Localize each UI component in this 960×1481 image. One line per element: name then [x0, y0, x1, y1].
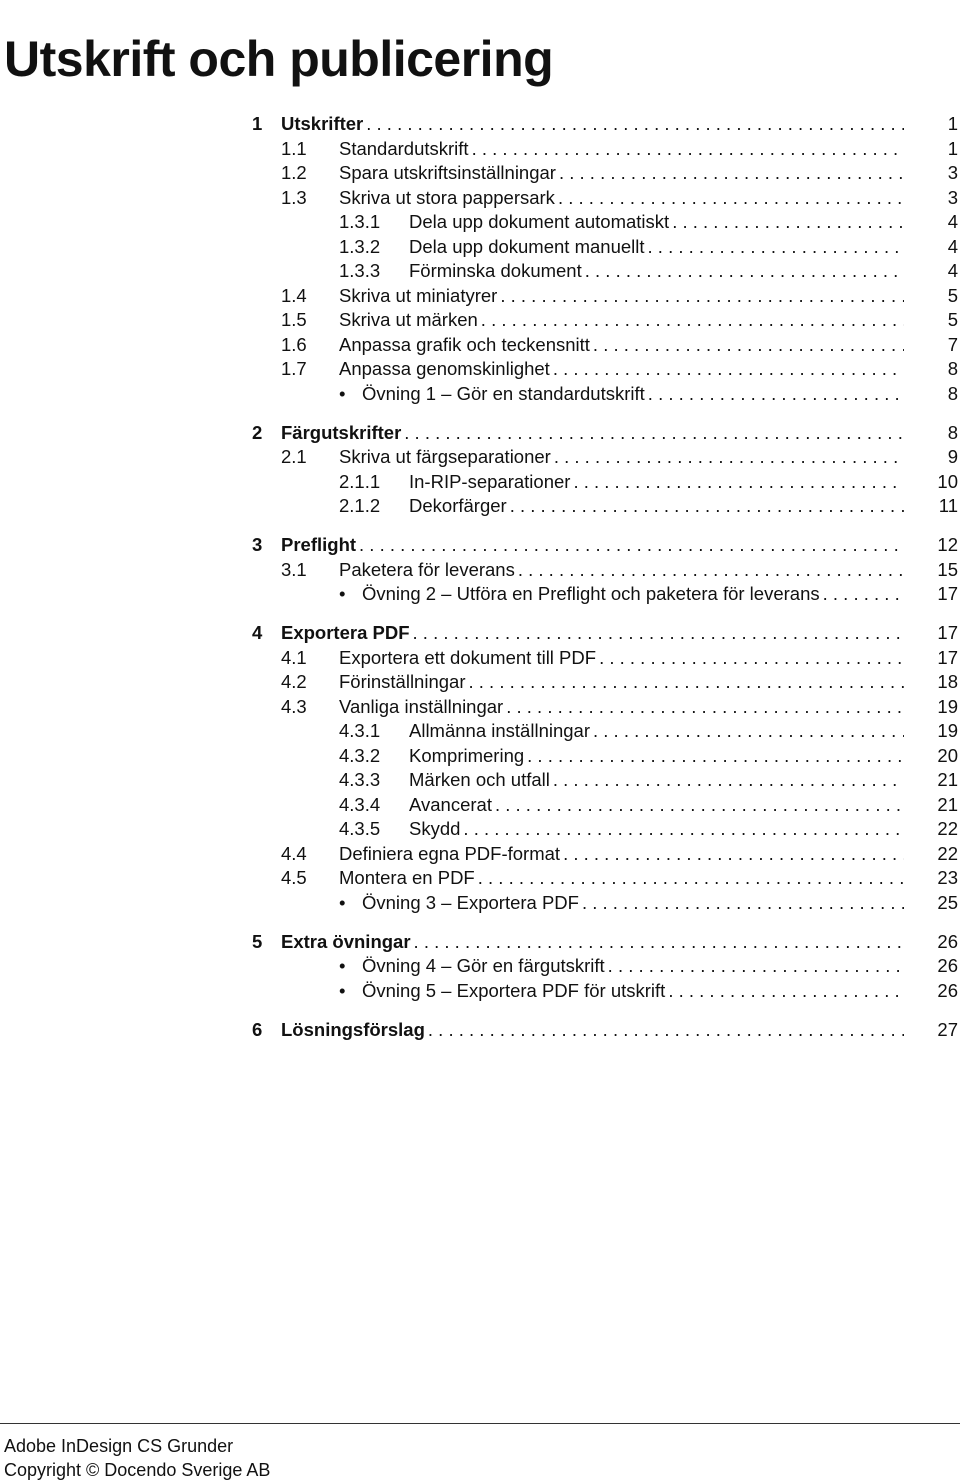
toc-entry-title: Färgutskrifter: [281, 421, 402, 443]
dot-leader: [582, 259, 904, 284]
dot-leader: [515, 558, 904, 583]
table-of-contents: [252, 112, 960, 1042]
toc-page-number: 22: [937, 842, 958, 864]
toc-entry-title: Spara utskriftsinställningar: [339, 162, 556, 183]
dot-leader: [556, 161, 904, 186]
toc-page-number: 5: [947, 284, 958, 306]
toc-page-number: 17: [937, 583, 958, 604]
page-title: Utskrift och publicering: [4, 30, 554, 87]
toc-entry-leader: [409, 768, 904, 793]
dot-leader: [460, 817, 904, 842]
bullet-icon: •: [339, 955, 346, 976]
dot-leader: [669, 210, 904, 235]
dot-leader: [605, 954, 904, 979]
toc-entry[interactable]: [252, 308, 960, 333]
toc-entry-title: Extra övningar: [281, 930, 411, 952]
toc-chapter-entry[interactable]: [252, 112, 960, 137]
toc-entry-leader: [409, 793, 904, 818]
toc-entry-title: Övning 5 – Exportera PDF för utskrift: [362, 979, 666, 1001]
toc-entry-number: 1.2: [281, 162, 307, 183]
toc-entry-leader: [409, 744, 904, 769]
toc-page-number: 4: [947, 211, 958, 232]
toc-entry-title: Skriva ut färgseparationer: [339, 446, 551, 467]
toc-entry[interactable]: [252, 670, 960, 695]
dot-leader: [401, 421, 904, 446]
toc-entry-number: 2: [252, 421, 263, 443]
toc-entry-leader: [339, 558, 904, 583]
toc-page-number: 12: [937, 534, 958, 555]
toc-exercise-entry[interactable]: [252, 582, 960, 607]
toc-entry-leader: [281, 1018, 904, 1043]
toc-entry-title: Anpassa grafik och teckensnitt: [339, 333, 590, 355]
toc-page-number: 7: [947, 333, 958, 355]
toc-exercise-entry[interactable]: [252, 954, 960, 979]
toc-entry[interactable]: [252, 646, 960, 671]
bullet-icon: •: [339, 583, 346, 604]
toc-page-number: 3: [947, 162, 958, 183]
dot-leader: [475, 866, 904, 891]
toc-chapter-entry[interactable]: [252, 621, 960, 646]
toc-entry[interactable]: [252, 866, 960, 891]
toc-exercise-entry[interactable]: [252, 382, 960, 407]
bullet-icon: •: [339, 979, 346, 1001]
toc-entry-title: Definiera egna PDF-format: [339, 842, 561, 864]
toc-entry[interactable]: [252, 494, 960, 519]
toc-entry-title: Förinställningar: [339, 671, 466, 692]
toc-entry-leader: [339, 695, 904, 720]
toc-entry-leader: [339, 646, 904, 671]
toc-entry-leader: [281, 930, 904, 955]
toc-page-number: 21: [937, 793, 958, 815]
dot-leader: [550, 768, 904, 793]
toc-entry-number: 6: [252, 1018, 263, 1040]
toc-entry-title: Utskrifter: [281, 113, 364, 134]
dot-leader: [524, 744, 904, 769]
toc-entry[interactable]: [252, 768, 960, 793]
toc-page-number: 17: [937, 646, 958, 668]
toc-entry-title: Lösningsförslag: [281, 1018, 425, 1040]
toc-entry-title: Övning 1 – Gör en standardutskrift: [362, 382, 645, 404]
dot-leader: [356, 533, 904, 558]
toc-page-number: 18: [937, 671, 958, 692]
toc-entry-title: Förminska dokument: [409, 260, 582, 281]
toc-page-number: 19: [937, 720, 958, 741]
toc-entry[interactable]: [252, 793, 960, 818]
toc-entry-leader: [339, 445, 904, 470]
toc-page-number: 1: [947, 113, 958, 134]
toc-entry-number: 4.5: [281, 867, 307, 888]
dot-leader: [590, 719, 904, 744]
toc-entry-title: Märken och utfall: [409, 769, 550, 790]
toc-chapter-entry[interactable]: [252, 1018, 960, 1043]
toc-page-number: 25: [937, 891, 958, 913]
toc-entry[interactable]: [252, 695, 960, 720]
toc-entry[interactable]: [252, 817, 960, 842]
dot-leader: [596, 646, 904, 671]
toc-entry-leader: [281, 421, 904, 446]
toc-page-number: 11: [938, 495, 958, 516]
toc-page-number: 10: [937, 470, 958, 492]
toc-entry-number: 2.1: [281, 446, 307, 467]
toc-page-number: 8: [947, 421, 958, 443]
dot-leader: [411, 930, 904, 955]
toc-entry[interactable]: [252, 470, 960, 495]
toc-page-number: 26: [937, 930, 958, 952]
dot-leader: [555, 186, 904, 211]
dot-leader: [550, 357, 904, 382]
toc-entry-leader: [409, 470, 904, 495]
toc-entry-number: 4.3.4: [339, 793, 381, 815]
toc-entry[interactable]: [252, 259, 960, 284]
toc-entry[interactable]: [252, 137, 960, 162]
toc-entry-number: 4.2: [281, 671, 307, 692]
toc-entry-number: 4.3.1: [339, 720, 381, 741]
toc-entry-title: Skriva ut miniatyrer: [339, 284, 498, 306]
toc-entry-number: 4.3.2: [339, 744, 381, 766]
toc-entry-leader: [409, 259, 904, 284]
toc-entry-number: 1.3.2: [339, 235, 381, 257]
toc-entry-leader: [409, 235, 904, 260]
toc-page-number: 9: [947, 446, 958, 467]
dot-leader: [551, 445, 904, 470]
toc-entry[interactable]: [252, 445, 960, 470]
toc-entry-number: 1.7: [281, 358, 307, 379]
toc-entry-leader: [362, 979, 904, 1004]
toc-entry-number: 3: [252, 534, 263, 555]
toc-entry-title: Skriva ut stora pappersark: [339, 186, 555, 208]
toc-entry-number: 4.4: [281, 842, 307, 864]
toc-page-number: 3: [947, 186, 958, 208]
footer-divider: [0, 1423, 960, 1424]
footer-copyright: Copyright © Docendo Sverige AB: [4, 1460, 271, 1480]
toc-chapter-entry[interactable]: [252, 421, 960, 446]
toc-entry-title: Skydd: [409, 818, 461, 839]
dot-leader: [497, 284, 904, 309]
toc-entry-number: 1.3: [281, 186, 307, 208]
toc-entry[interactable]: [252, 235, 960, 260]
toc-entry-leader: [281, 112, 904, 137]
toc-chapter-entry[interactable]: [252, 533, 960, 558]
toc-entry-leader: [339, 866, 904, 891]
toc-page-number: 4: [947, 260, 958, 281]
toc-entry[interactable]: [252, 357, 960, 382]
toc-entry-leader: [339, 670, 904, 695]
toc-page-number: 26: [937, 955, 958, 976]
toc-page-number: 8: [947, 358, 958, 379]
toc-entry-leader: [281, 621, 904, 646]
toc-page-number: 4: [947, 235, 958, 257]
toc-chapter-entry[interactable]: [252, 930, 960, 955]
dot-leader: [465, 670, 904, 695]
toc-page-number: 8: [947, 382, 958, 404]
dot-leader: [503, 695, 904, 720]
toc-entry-title: In-RIP-separationer: [409, 470, 571, 492]
toc-entry-leader: [339, 357, 904, 382]
dot-leader: [425, 1018, 904, 1043]
toc-entry-title: Allmänna inställningar: [409, 720, 590, 741]
toc-entry-leader: [409, 817, 904, 842]
toc-page-number: 21: [937, 769, 958, 790]
bullet-icon: •: [339, 382, 346, 404]
toc-page-number: 15: [937, 558, 958, 580]
dot-leader: [410, 621, 904, 646]
dot-leader: [590, 333, 904, 358]
dot-leader: [645, 235, 904, 260]
toc-entry-leader: [339, 842, 904, 867]
toc-entry[interactable]: [252, 842, 960, 867]
toc-entry-number: 1.6: [281, 333, 307, 355]
toc-entry-number: 1.5: [281, 309, 307, 330]
toc-entry-leader: [362, 582, 904, 607]
footer-book-title: Adobe InDesign CS Grunder: [4, 1436, 234, 1456]
toc-entry-title: Dela upp dokument manuellt: [409, 235, 645, 257]
toc-page-number: 26: [937, 979, 958, 1001]
dot-leader: [560, 842, 904, 867]
toc-entry-number: 1.1: [281, 137, 307, 159]
toc-entry-title: Exportera PDF: [281, 622, 410, 643]
toc-entry-number: 2.1.2: [339, 495, 381, 516]
toc-entry[interactable]: [252, 558, 960, 583]
toc-page-number: 5: [947, 309, 958, 330]
toc-entry-title: Avancerat: [409, 793, 492, 815]
dot-leader: [507, 494, 904, 519]
toc-entry-title: Exportera ett dokument till PDF: [339, 646, 597, 668]
toc-page-number: 22: [937, 818, 958, 839]
toc-entry-number: 1.3.1: [339, 211, 381, 232]
toc-entry-number: 4.3: [281, 695, 307, 717]
toc-entry[interactable]: [252, 744, 960, 769]
toc-entry-number: 2.1.1: [339, 470, 381, 492]
toc-page-number: 23: [937, 867, 958, 888]
toc-entry-number: 4: [252, 622, 263, 643]
toc-entry[interactable]: [252, 719, 960, 744]
toc-entry-number: 1.4: [281, 284, 307, 306]
toc-entry[interactable]: [252, 186, 960, 211]
toc-entry-title: Dela upp dokument automatiskt: [409, 211, 670, 232]
toc-entry-title: Övning 4 – Gör en färgutskrift: [362, 955, 605, 976]
bullet-icon: •: [339, 891, 346, 913]
dot-leader: [820, 582, 904, 607]
toc-entry-title: Preflight: [281, 534, 357, 555]
toc-entry-title: Standardutskrift: [339, 137, 469, 159]
toc-entry-title: Komprimering: [409, 744, 525, 766]
toc-entry-leader: [339, 308, 904, 333]
toc-entry-title: Övning 3 – Exportera PDF: [362, 891, 579, 913]
toc-entry-number: 1: [252, 113, 263, 134]
toc-entry[interactable]: [252, 333, 960, 358]
toc-entry-leader: [362, 891, 904, 916]
toc-page-number: 17: [937, 622, 958, 643]
toc-page-number: 1: [947, 137, 958, 159]
toc-entry-title: Skriva ut märken: [339, 309, 478, 330]
toc-exercise-entry[interactable]: [252, 891, 960, 916]
toc-entry-number: 4.1: [281, 646, 307, 668]
dot-leader: [469, 137, 904, 162]
toc-entry-number: 4.3.5: [339, 818, 381, 839]
toc-page-number: 19: [937, 695, 958, 717]
toc-entry-title: Vanliga inställningar: [339, 695, 504, 717]
toc-entry-leader: [339, 333, 904, 358]
toc-entry-title: Dekorfärger: [409, 495, 507, 516]
dot-leader: [478, 308, 904, 333]
dot-leader: [363, 112, 904, 137]
toc-entry[interactable]: [252, 284, 960, 309]
dot-leader: [579, 891, 904, 916]
dot-leader: [570, 470, 904, 495]
toc-entry-leader: [339, 161, 904, 186]
toc-entry-title: Anpassa genomskinlighet: [339, 358, 550, 379]
toc-entry-leader: [362, 954, 904, 979]
toc-entry-leader: [409, 494, 904, 519]
toc-entry-leader: [409, 210, 904, 235]
toc-entry-leader: [339, 137, 904, 162]
toc-page-number: 20: [937, 744, 958, 766]
dot-leader: [492, 793, 904, 818]
toc-entry[interactable]: [252, 210, 960, 235]
toc-entry-number: 4.3.3: [339, 769, 381, 790]
toc-page-number: 27: [937, 1018, 958, 1040]
toc-entry[interactable]: [252, 161, 960, 186]
toc-exercise-entry[interactable]: [252, 979, 960, 1004]
toc-entry-leader: [281, 533, 904, 558]
toc-entry-title: Övning 2 – Utföra en Preflight och paketera för leverans: [362, 583, 820, 604]
toc-entry-leader: [339, 186, 904, 211]
toc-entry-number: 5: [252, 930, 263, 952]
toc-entry-title: Paketera för leverans: [339, 558, 515, 580]
toc-entry-number: 3.1: [281, 558, 307, 580]
dot-leader: [645, 382, 904, 407]
dot-leader: [665, 979, 904, 1004]
toc-entry-leader: [362, 382, 904, 407]
toc-entry-title: Montera en PDF: [339, 867, 475, 888]
toc-entry-number: 1.3.3: [339, 260, 381, 281]
toc-entry-leader: [409, 719, 904, 744]
toc-entry-leader: [339, 284, 904, 309]
